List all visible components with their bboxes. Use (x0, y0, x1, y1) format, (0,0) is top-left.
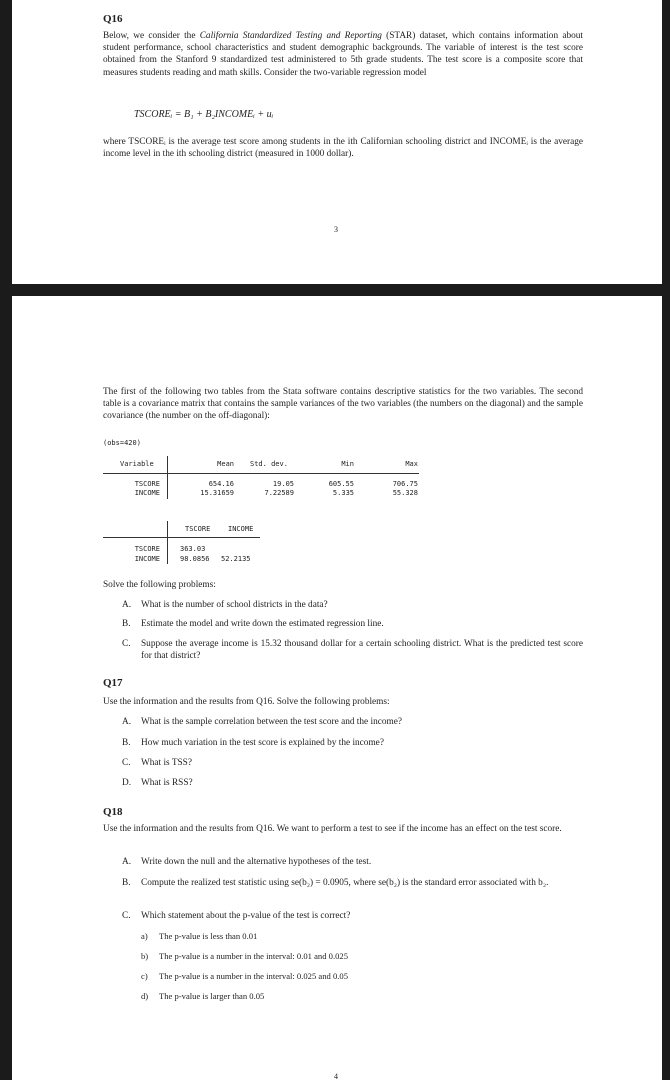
q16-heading: Q16 (103, 13, 123, 25)
tables-intro-paragraph: The first of the following two tables from the Stata software contains descriptive statistics for the two variables. The second table is a covariance matrix that contains the sample variances of the two variables (the numbers on the diagonal) and the sample covariance (the number on the off-diagonal): (103, 387, 583, 422)
tscore-max: 706.75 (392, 480, 418, 488)
table-divider (167, 456, 168, 499)
q17-item-d-text: What is RSS? (141, 778, 193, 788)
q16-intro-paragraph (103, 30, 583, 79)
q16-item-c-label: C. (122, 639, 131, 649)
income-std-dev: 7.22589 (264, 489, 294, 497)
where-paragraph: where TSCOREᵢ is the average test score among students in the ith Californian schooling district and INCOMEᵢ is the average income level in the ith schooling district (measured in 1000 dollar). (103, 137, 583, 160)
q16-item-a-label: A. (122, 600, 132, 610)
model-equation: TSCOREᵢ = B₁ + B₂INCOMEᵢ + uᵢ (134, 109, 274, 120)
q16-item-c-text: Suppose the average income is 15.32 thousand dollar for a certain schooling district. What is the predicted test score for that district? (141, 639, 583, 662)
q17-item-a-label: A. (122, 717, 132, 727)
q18-item-a-label: A. (122, 857, 132, 867)
col-header-std-dev: Std. dev. (250, 460, 288, 468)
q17-intro: Use the information and the results from Q16. Solve the following problems: (103, 697, 390, 707)
cov-header-income: INCOME (228, 525, 254, 533)
q17-item-c-text: What is TSS? (141, 758, 192, 768)
intro-text-start: Below, we consider the (103, 31, 200, 41)
intro-text-rest: (STAR) dataset, which contains information about student performance, school characteristics and student demographic backgrounds. The variable of interest is the test score obtained from the Stanford 9 standardized test administered to 5th grade students. The test score is a composite score that measures students reading and math skills. Consider the two-variable regression model (103, 31, 584, 78)
tscore-min: 605.55 (328, 480, 354, 488)
cov-row-label-income: INCOME (134, 555, 160, 563)
col-header-mean: Mean (217, 460, 234, 468)
col-header-min: Min (341, 460, 354, 468)
income-mean: 15.31659 (200, 489, 234, 497)
q17-item-c-label: C. (122, 758, 131, 768)
pvalue-option-c-text: The p-value is a number in the interval: 0.025 and 0.05 (159, 971, 349, 981)
col-header-variable: Variable (120, 460, 154, 468)
q17-item-b-text: How much variation in the test score is explained by the income? (141, 738, 384, 748)
table-rule (103, 473, 419, 474)
pvalue-option-a-text: The p-value is less than 0.01 (159, 931, 258, 941)
pvalue-option-d-text: The p-value is larger than 0.05 (159, 991, 265, 1001)
row-label-tscore: TSCORE (134, 480, 160, 488)
row-label-income: INCOME (134, 489, 160, 497)
cov-income-tscore: 98.0856 (180, 555, 210, 563)
q17-item-d-label: D. (122, 778, 132, 788)
cov-table-divider (167, 521, 168, 564)
q16-item-b-text: Estimate the model and write down the estimated regression line. (141, 619, 384, 629)
pvalue-option-d-label: d) (141, 991, 149, 1001)
cov-table-rule (103, 537, 260, 538)
income-max: 55.328 (392, 489, 418, 497)
income-min: 5.335 (332, 489, 354, 497)
dataset-name: California Standardized Testing and Reporting (199, 31, 382, 41)
q18-item-c-label: C. (122, 911, 131, 921)
pvalue-option-b-label: b) (141, 951, 149, 961)
tscore-std-dev: 19.05 (272, 480, 294, 488)
q18-item-c-text: Which statement about the p-value of the test is correct? (141, 911, 351, 921)
pvalue-option-a-label: a) (141, 931, 148, 941)
cov-tscore-tscore: 363.03 (180, 545, 206, 553)
page-number: 4 (334, 1072, 338, 1080)
cov-row-label-tscore: TSCORE (134, 545, 160, 553)
cov-header-tscore: TSCORE (185, 525, 211, 533)
q18-intro: Use the information and the results from Q16. We want to perform a test to see if the income has an effect on the test score. (103, 824, 562, 834)
page-number: 3 (334, 225, 338, 234)
q18-item-b-text: Compute the realized test statistic using se(b₂) = 0.0905, where se(b₂) is the standard error associated with b₂. (141, 878, 549, 888)
col-header-max: Max (405, 460, 418, 468)
tscore-mean: 654.16 (208, 480, 234, 488)
pvalue-option-c-label: c) (141, 971, 148, 981)
q17-item-b-label: B. (122, 738, 131, 748)
cov-income-income: 52.2135 (221, 555, 251, 563)
q18-item-a-text: Write down the null and the alternative hypotheses of the test. (141, 857, 372, 867)
q18-item-b-label: B. (122, 878, 131, 888)
q17-item-a-text: What is the sample correlation between the test score and the income? (141, 717, 402, 727)
document-page-4 (12, 296, 662, 1080)
pvalue-option-b-text: The p-value is a number in the interval: 0.01 and 0.025 (159, 951, 349, 961)
q17-heading: Q17 (103, 677, 123, 689)
q16-item-b-label: B. (122, 619, 131, 629)
q16-item-a-text: What is the number of school districts in the data? (141, 600, 328, 610)
q16-solve-text: Solve the following problems: (103, 580, 216, 590)
q18-heading: Q18 (103, 806, 123, 818)
document-page-3 (12, 0, 662, 284)
obs-label: (obs=420) (103, 439, 141, 447)
